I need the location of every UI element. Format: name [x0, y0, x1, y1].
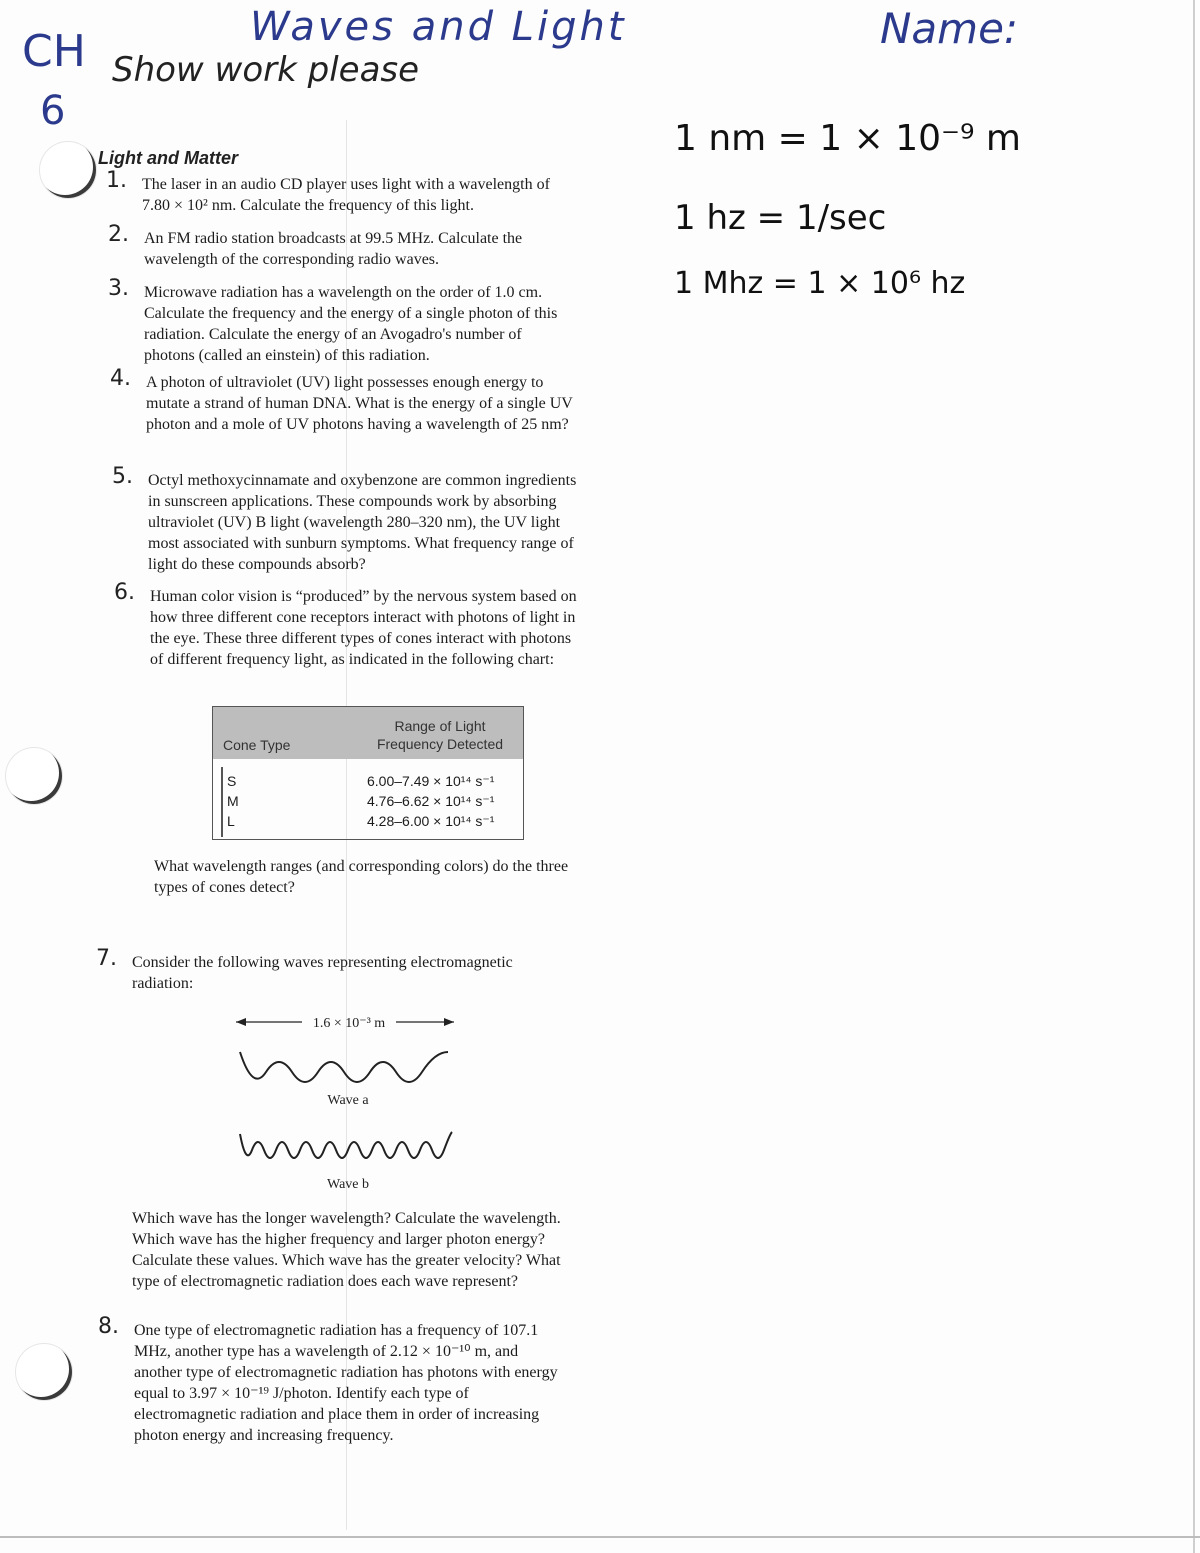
question-text: A photon of ultraviolet (UV) light possesses enough energy to mutate a strand of human DNA. What is the energy of a single UV photon and a mole of UV photons having a wavelength of 25 nm?	[146, 374, 573, 433]
chapter-label: CH	[22, 26, 86, 77]
arrowhead-right-icon	[444, 1018, 454, 1026]
page-bottom-edge	[0, 1536, 1200, 1538]
binder-hole-icon	[16, 1344, 72, 1400]
wavelength-dimension-label: 1.6 × 10⁻³ m	[312, 1016, 386, 1031]
question-2	[108, 222, 574, 270]
table-divider	[221, 767, 223, 837]
instruction-note: Show work please	[112, 50, 420, 90]
question-number: 2.	[108, 222, 129, 247]
cone-type-cell: L	[227, 813, 235, 829]
question-number: 3.	[108, 276, 129, 301]
question-number: 4.	[110, 366, 131, 391]
wave-diagram	[230, 1006, 470, 1196]
question-text: One type of electromagnetic radiation has a frequency of 107.1 MHz, another type has a wavelength of 2.12 × 10⁻¹⁰ m, and another type of electromagnetic radiation has photons with energy equal to 3.97 × 10⁻¹⁹ J/photon. Identify each type of electromagnetic radiation and place them in order of increasing photon energy and increasing frequency.	[134, 1322, 558, 1444]
section-heading: Light and Matter	[98, 148, 238, 168]
handwritten-title: Waves and Light	[250, 4, 627, 50]
question-number: 1.	[106, 168, 127, 193]
question-8	[98, 1314, 564, 1446]
chapter-number: 6	[40, 88, 66, 134]
wave-b-label: Wave b	[326, 1177, 370, 1192]
question-text: The laser in an audio CD player uses light with a wavelength of 7.80 × 10² nm. Calculate the frequency of this light.	[142, 176, 550, 214]
unit-note-hz: 1 hz = 1/sec	[674, 198, 887, 238]
binder-hole-icon	[40, 142, 96, 198]
wave-a-curve	[240, 1052, 448, 1082]
binder-hole-icon	[6, 748, 62, 804]
wave-a-label: Wave a	[327, 1093, 369, 1108]
question-text: Which wave has the longer wavelength? Calculate the wavelength. Which wave has the higher frequency and larger photon energy? Calculate these values. Which wave has the greater velocity? What type of electromagnetic radiation does each wave represent?	[132, 1210, 561, 1290]
question-number: 7.	[96, 946, 117, 971]
column-header-cone-type: Cone Type	[223, 737, 291, 753]
question-6	[114, 580, 580, 670]
unit-note-nm: 1 nm = 1 × 10⁻⁹ m	[674, 118, 1021, 159]
question-text: Octyl methoxycinnamate and oxybenzone are common ingredients in sunscreen applications. These compounds work by absorbing ultraviolet (UV) B light (wavelength 280–320 nm), the UV light most associated with sunburn symptoms. What frequency range of light do these compounds absorb?	[148, 472, 577, 573]
question-text: Consider the following waves representing electromagnetic radiation:	[132, 954, 513, 992]
question-5	[112, 464, 578, 575]
question-3	[108, 276, 574, 366]
question-6-followup	[154, 856, 582, 898]
unit-note-mhz: 1 Mhz = 1 × 10⁶ hz	[674, 266, 966, 301]
page-edge	[1193, 0, 1195, 1553]
question-text: What wavelength ranges (and corresponding colors) do the three types of cones detect?	[154, 858, 569, 896]
question-4	[110, 366, 576, 435]
column-header-line: Range of Light	[394, 718, 486, 734]
question-text: Microwave radiation has a wavelength on the order of 1.0 cm. Calculate the frequency and the energy of a single photon of this radiation. Calculate the energy of an Avogadro's number of photons (called an einstein) of this radiation.	[144, 284, 558, 364]
column-header-frequency	[365, 717, 515, 753]
frequency-range-cell: 4.76–6.62 × 10¹⁴ s⁻¹	[367, 793, 495, 809]
table-header	[213, 707, 523, 759]
question-number: 5.	[112, 464, 133, 489]
arrowhead-left-icon	[236, 1018, 246, 1026]
column-header-line: Frequency Detected	[376, 736, 504, 752]
wave-b-curve	[240, 1132, 452, 1158]
question-number: 8.	[98, 1314, 119, 1339]
cone-type-cell: M	[227, 793, 239, 809]
cone-type-cell: S	[227, 773, 237, 789]
question-7	[96, 946, 562, 994]
question-text: Human color vision is “produced” by the nervous system based on how three different cone receptors interact with photons of light in the eye. These three different types of cones interact with photons of different frequency light, as indicated in the following chart:	[150, 588, 577, 668]
question-7-followup	[132, 1208, 564, 1292]
frequency-range-cell: 4.28–6.00 × 10¹⁴ s⁻¹	[367, 813, 495, 829]
question-text: An FM radio station broadcasts at 99.5 MHz. Calculate the wavelength of the corresponding radio waves.	[144, 230, 523, 268]
question-number: 6.	[114, 580, 135, 605]
cone-frequency-table	[212, 706, 524, 840]
name-label: Name:	[880, 4, 1019, 53]
frequency-range-cell: 6.00–7.49 × 10¹⁴ s⁻¹	[367, 773, 495, 789]
question-1	[106, 168, 572, 216]
